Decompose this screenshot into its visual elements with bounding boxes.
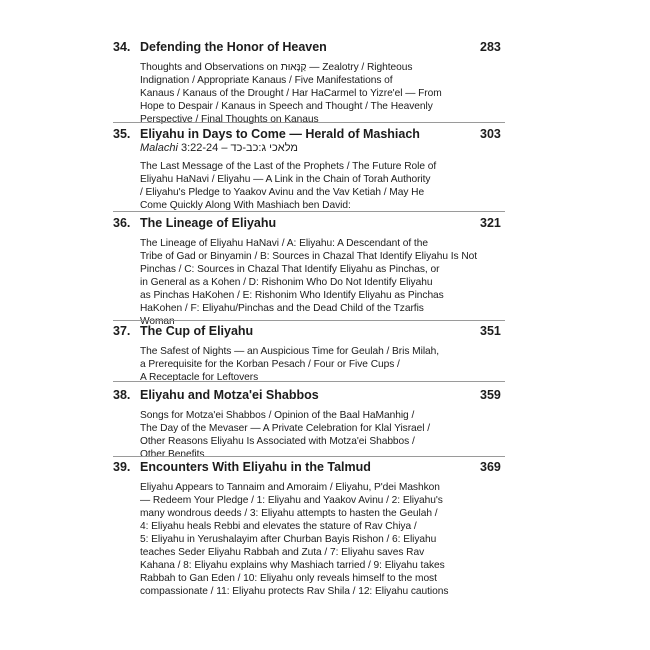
chapter-title: Defending the Honor of Heaven bbox=[140, 40, 327, 54]
chapter-number: 35. bbox=[113, 127, 131, 141]
toc-entry-38 bbox=[113, 386, 501, 461]
chapter-description: The Last Message of the Last of the Prophets / The Future Role of Eliyahu HaNavi / Eliyahu — A Link in the Chain of Torah Authority / Eliyahu's Pledge to Yaakov Avinu and the Vav Ketiah / May He Come Quickly Along With Mashiach ben David: bbox=[140, 161, 437, 211]
chapter-title: The Cup of Eliyahu bbox=[140, 324, 254, 338]
chapter-title: Eliyahu and Motza'ei Shabbos bbox=[140, 388, 319, 402]
chapter-description: Eliyahu Appears to Tannaim and Amoraim / Eliyahu, P'dei Mashkon — Redeem Your Pledge / 1: Eliyahu and Yaakov Avinu / 2: Eliyahu's many wondrous deeds / 3: Eliyahu attempts to hasten the Geulah / 4: Eliyahu heals Rebbi and elevates the stature of Rav Chiya / 5: Eliyahu in Yerushalayim after Churban Bayis Rishon / 6: Eliyahu teaches Seder Eliyahu Rabbah and Zuta / 7: Eliyahu saves Rav Kahana / 8: Eliyahu explains why Mashiach tarried / 9: Eliyahu takes Rabbah to Gan Eden / 10: Eliyahu only reveals himself to the most compassionate / 11: Eliyahu protects Rav Shila / 12: Eliyahu cautions bbox=[140, 482, 449, 597]
entry-heading bbox=[113, 458, 501, 476]
chapter-number: 38. bbox=[113, 388, 131, 402]
chapter-number: 34. bbox=[113, 40, 131, 54]
toc-entry-36 bbox=[113, 214, 501, 328]
chapter-source-reference bbox=[140, 142, 480, 155]
page-number: 359 bbox=[480, 388, 501, 402]
page-number: 303 bbox=[480, 127, 501, 141]
toc-entry-34 bbox=[113, 38, 501, 126]
chapter-number: 37. bbox=[113, 324, 131, 338]
chapter-description: Songs for Motza'ei Shabbos / Opinion of the Baal HaManhig / The Day of the Mevaser — A Private Celebration for Klal Yisrael / Other Reasons Eliyahu Is Associated with Motza'ei Shabbos / Other Benefits bbox=[140, 410, 431, 460]
page-number: 321 bbox=[480, 216, 501, 230]
chapter-title: Encounters With Eliyahu in the Talmud bbox=[140, 460, 371, 474]
entry-divider bbox=[113, 211, 505, 212]
source-book: Malachi bbox=[140, 142, 178, 154]
chapter-description: The Lineage of Eliyahu HaNavi / A: Eliyahu: A Descendant of the Tribe of Gad or Binyamin / B: Sources in Chazal That Identify Eliyahu Is Not Pinchas / C: Sources in Chazal That Identify Eliyahu as Pinchas, or in General as a Kohen / D: Rishonim Who Do Not Identify Eliyahu as Pinchas HaKohen / E: Rishonim Who Identify Eliyahu as Pinchas HaKohen / F: Eliyahu/Pinchas and the Dead Child of the Tzarfis Woman bbox=[140, 238, 478, 327]
entry-heading bbox=[113, 38, 501, 56]
chapter-title: Eliyahu in Days to Come — Herald of Mashiach bbox=[140, 127, 420, 141]
page-number: 369 bbox=[480, 460, 501, 474]
chapter-number: 36. bbox=[113, 216, 131, 230]
page-number: 351 bbox=[480, 324, 501, 338]
chapter-number: 39. bbox=[113, 460, 131, 474]
chapter-description: The Safest of Nights — an Auspicious Time for Geulah / Bris Milah, a Prerequisite for the Korban Pesach / Four or Five Cups / A Receptacle for Leftovers bbox=[140, 346, 440, 383]
entry-divider bbox=[113, 320, 505, 321]
entry-heading bbox=[113, 214, 501, 232]
source-verses: 3:22-24 – מלאכי ג:כב-כד bbox=[180, 142, 298, 154]
entry-heading bbox=[113, 322, 501, 340]
entry-divider bbox=[113, 122, 505, 123]
chapter-title: The Lineage of Eliyahu bbox=[140, 216, 277, 230]
toc-entry-35 bbox=[113, 125, 501, 212]
entry-heading bbox=[113, 386, 501, 404]
entry-heading bbox=[113, 125, 501, 143]
entry-divider bbox=[113, 456, 505, 457]
toc-entry-37 bbox=[113, 322, 501, 384]
toc-entry-39 bbox=[113, 458, 501, 598]
chapter-description: Thoughts and Observations on קַנָּאוּת — Zealotry / Righteous Indignation / Appropriate Kanaus / Five Manifestations of Kanaus / Kanaus of the Drought / Har HaCarmel to Yizre'el — From Hope to Despair / Kanaus in Speech and Thought / The Heavenly Perspective / Final Thoughts on Kanaus bbox=[140, 62, 442, 125]
page-number: 283 bbox=[480, 40, 501, 54]
entry-divider bbox=[113, 381, 505, 382]
